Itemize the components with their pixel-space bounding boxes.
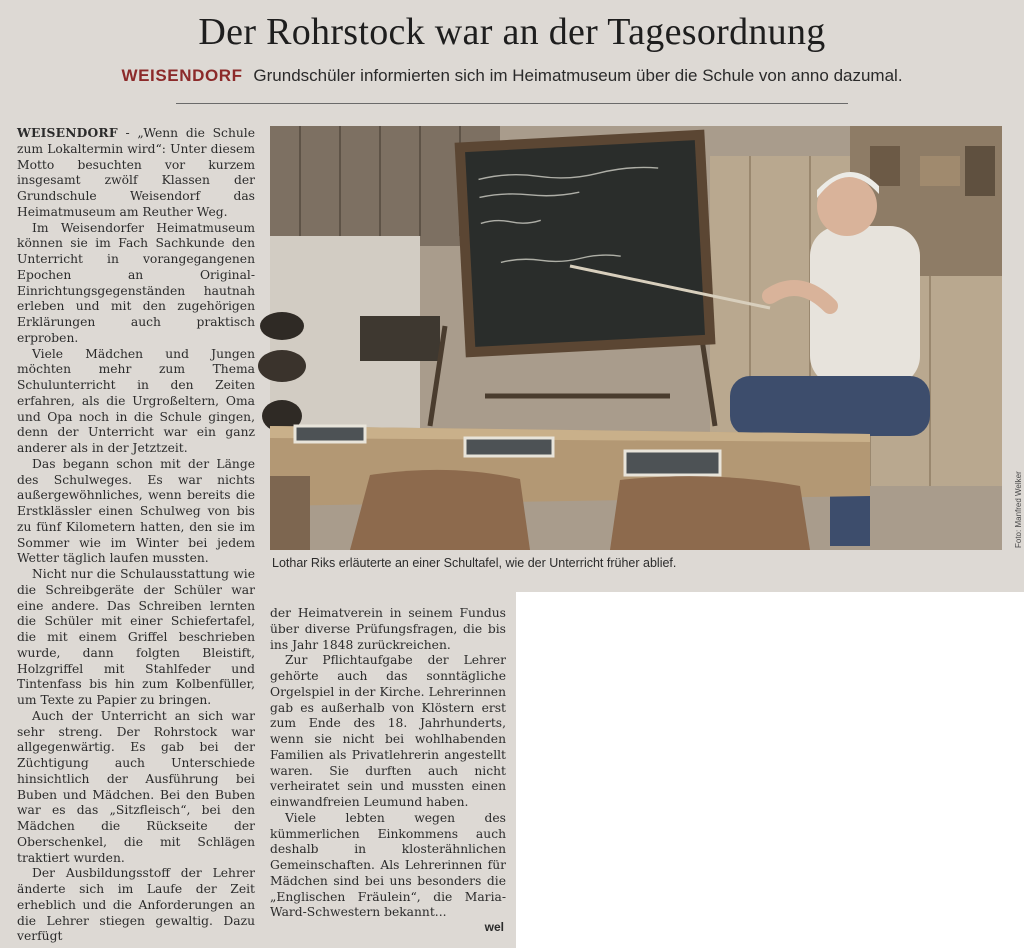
blank-area [516, 592, 1024, 948]
paragraph-2: Im Weisendorfer Heimatmuseum können sie im Fach Sachkunde den Unterricht in vorangegangenen Epochen an Original-Einrichtungsgegenständen hautnah erleben und mit den zugehörigen Erklärungen auch praktisch erproben. [17, 220, 255, 345]
article-column-2 [270, 606, 506, 936]
dateline: WEISENDORF [17, 125, 118, 140]
photo-credit [1004, 471, 1023, 552]
photo-caption: Lothar Riks erläuterte an einer Schultafel, wie der Unterricht früher ablief. [272, 556, 677, 570]
subheadline-row [0, 66, 1024, 86]
kicker: WEISENDORF [121, 66, 243, 85]
photo-illustration [270, 126, 1002, 550]
article-column-1 [17, 125, 255, 944]
paragraph-7: Der Ausbildungsstoff der Lehrer änderte sich im Laufe der Zeit erheblich und die Anforderungen an die Lehrer stiegen gewaltig. Dazu verfügt [17, 866, 255, 944]
author-byline: wel [484, 920, 504, 934]
paragraph-8: der Heimatverein in seinem Fundus über diverse Prüfungsfragen, die bis ins Jahr 1848 zurückreichen. [270, 606, 506, 652]
subheadline: Grundschüler informierten sich im Heimatmuseum über die Schule von anno dazumal. [253, 66, 903, 85]
paragraph-3: Viele Mädchen und Jungen möchten mehr zum Thema Schulunterricht in den Zeiten erfahren, als die Urgroßeltern, Oma und Opa noch in die Schule gingen, denn der Unterricht war ein ganz anderer als in der Jetztzeit. [17, 346, 255, 455]
paragraph-1 [17, 125, 255, 221]
paragraph-10: Viele lebten wegen des kümmerlichen Einkommens auch deshalb in klosterähnlichen Gemeinschaften. Als Lehrerinnen für Mädchen sind bei uns besonders die „Englischen Fräulein“, die Maria-Ward-Schwestern bekannt... [270, 810, 506, 920]
paragraph-9: Zur Pflichtaufgabe der Lehrer gehörte auch das sonntägliche Orgelspiel in der Kirche. Lehrerinnen gab es außerhalb von Klöstern erst zum Ende des 18. Jahrhunderts, wenn sie nicht bei wohlhabenden Familien als Privatlehrerin angestellt waren. Sie durften auch nicht verheiratet sein und mussten einen einwandfreien Leumund haben. [270, 653, 506, 809]
headline: Der Rohrstock war an der Tagesordnung [198, 11, 826, 53]
headline-divider [176, 103, 848, 104]
paragraph-6: Auch der Unterricht an sich war sehr streng. Der Rohrstock war allgegenwärtig. Es gab bei der Züchtigung auch Unterschiede hinsichtlich der Ausführung bei Buben und Mädchen. Bei den Buben war es das „Sitzfleisch“, bei den Mädchen die Rückseite der Oberschenkel, die mit Schlägen traktiert wurden. [17, 708, 255, 865]
article-photo [270, 126, 1002, 550]
paragraph-5: Nicht nur die Schulausstattung wie die Schreibgeräte der Schüler war eine andere. Das Schreiben lernten die Schüler mit einer Schiefertafel, die mit einem Griffel beschrieben wurde, dann folgten Bleistift, Holzgriffel mit Stahlfeder und Tintenfass bis hin zum Kolbenfüller, um Texte zu Papier zu bringen. [17, 567, 255, 707]
paragraph-1-text: - „Wenn die Schule zum Lokaltermin wird“: Unter diesem Motto besuchten vor kurzem insgesamt zwölf Klassen der Grundschule Weisendorf das Heimatmuseum am Reuther Weg. [17, 126, 255, 219]
paragraph-4: Das begann schon mit der Länge des Schulweges. Es war nichts außergewöhnliches, wenn bereits die Erstklässler einen Schulweg von bis zu fünf Kilometern hatten, den sie im Sommer wie im Winter bei jedem Wetter täglich laufen mussten. [17, 456, 255, 566]
photo-credit-text: Foto: Manfred Welker [1014, 471, 1023, 548]
